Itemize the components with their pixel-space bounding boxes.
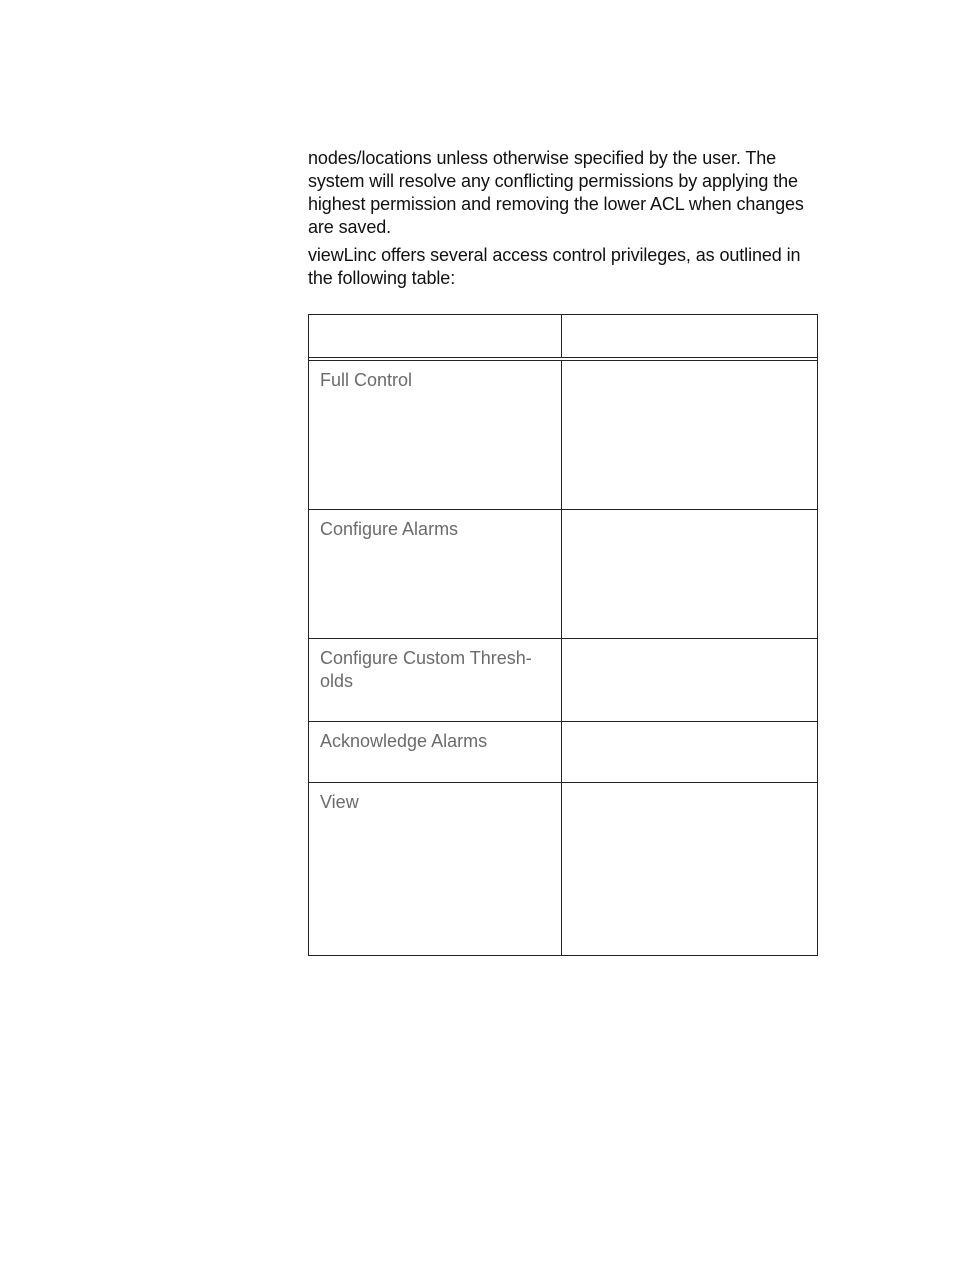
table-row [309, 721, 817, 782]
privilege-name: Acknowledge Alarms [309, 722, 562, 782]
privilege-description [562, 722, 817, 782]
table-header-description [562, 315, 817, 357]
table-header-privilege [309, 315, 562, 357]
privilege-description [562, 510, 817, 638]
paragraph-acl-resolution: nodes/locations unless otherwise specified by the user. The system will resolve any conflicting permissions by applying the highest permission and removing the lower ACL when changes are saved. [308, 148, 804, 237]
privilege-description [562, 639, 817, 721]
table-row [309, 782, 817, 955]
table-row [309, 509, 817, 638]
table-row [309, 360, 817, 509]
table-row [309, 638, 817, 721]
privilege-name: Configure Custom Thresh- olds [309, 639, 562, 721]
table-header-row [309, 315, 817, 358]
privilege-name: Full Control [309, 361, 562, 509]
paragraph-privileges-intro: viewLinc offers several access control privileges, as outlined in the following table: [308, 245, 801, 288]
privilege-name: Configure Alarms [309, 510, 562, 638]
body-text [308, 147, 818, 295]
access-privileges-table [308, 314, 818, 956]
privilege-name: View [309, 783, 562, 955]
privilege-description [562, 361, 817, 509]
privilege-description [562, 783, 817, 955]
